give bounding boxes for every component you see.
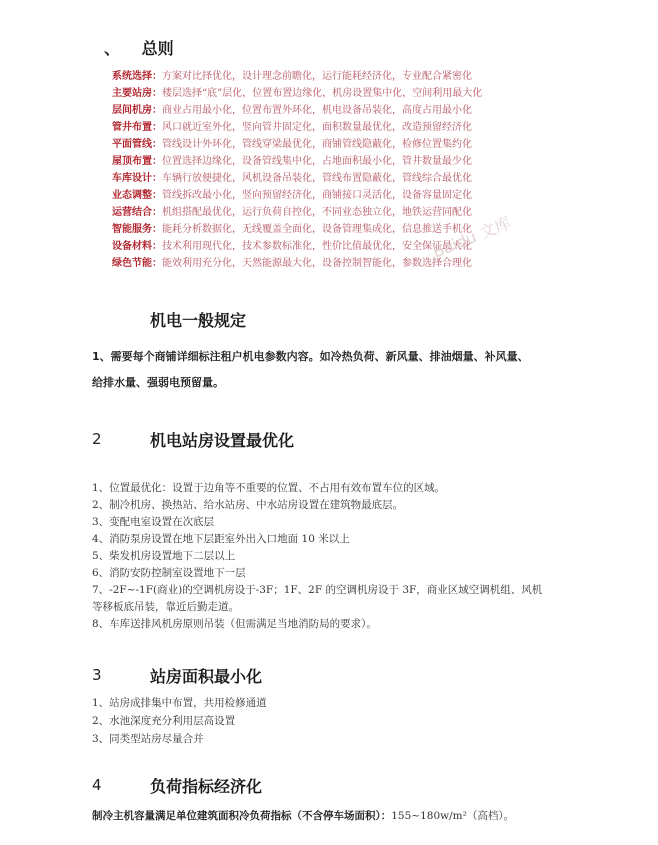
section-heading-station-optimization: 机电站房设置最优化 [150,431,295,450]
section-heading-general-rules: 机电一般规定 [150,311,247,330]
summary-row: 平面管线：管线设计外环化，管线穿梁最优化，商铺管线隐蔽化，检修位置集约化 [112,139,472,150]
paragraph-line: 给排水量、强弱电预留量。 [92,376,224,389]
heading-prefix: 、 [104,39,121,58]
section-heading-station-area: 站房面积最小化 [150,667,263,686]
load-index-paragraph: 制冷主机容量满足单位建筑面积冷负荷指标（不含停车场面积）：155~180w/m²（高档）。 [92,810,515,822]
summary-row: 主要站房：楼层选择“底”层化，位置布置边缘化，机房设置集中化，空间利用最大化 [112,88,483,99]
section-heading-general [104,36,174,59]
list-item: 3、变配电室设置在次底层 [92,516,215,528]
paragraph-line: 1、需要每个商铺详细标注租户机电参数内容。如冷热负荷、新风量、排油烟量、补风量、 [92,350,529,363]
summary-row: 运营结合：机组搭配最优化，运行负荷自控化，不同业态独立化，地铁运营同配化 [112,207,472,218]
summary-row: 管井布置：风口就近室外化，竖向管井固定化，面积数量最优化，改造预留经济化 [112,122,472,133]
section-number: 2 [92,430,102,448]
watermark: Baidu 文库 [429,213,514,262]
list-item: 等移板底吊装，靠近后勤走道。 [92,601,239,613]
list-item: 7、-2F~-1F(商业)的空调机房设于-3F；1F、2F 的空调机房设于 3F，商业区域空调机组、风机 [92,584,543,596]
summary-row: 车库设计：车辆行放便捷化，风机设备吊装化，管线布置隐蔽化，管线综合最优化 [112,173,472,184]
list-item: 2、水池深度充分利用层高设置 [92,715,236,727]
list-item: 6、消防安防控制室设置地下一层 [92,567,246,579]
section-heading-load-index: 负荷指标经济化 [150,777,263,796]
list-item: 2、制冷机房、换热站、给水站房、中水站房设置在建筑物最底层。 [92,499,404,511]
list-item: 8、车库送排风机房原则吊装（但需满足当地消防局的要求）。 [92,618,377,630]
summary-row: 层间机房：商业占用最小化，位置布置外环化，机电设备吊装化，高度占用最小化 [112,105,472,116]
list-item: 4、消防泵房设置在地下层距室外出入口地面 10 米以上 [92,533,350,545]
list-item: 3、同类型站房尽量合并 [92,733,204,745]
heading-title: 总则 [141,39,174,58]
list-item: 1、站房成排集中布置，共用检修通道 [92,697,267,709]
summary-row: 屋顶布置：位置选择边缘化，设备管线集中化，占地面积最小化，管井数量最少化 [112,156,472,167]
list-item: 5、柴发机房设置地下二层以上 [92,550,236,562]
summary-row: 智能服务：能耗分析数据化，无线覆盖全面化，设备管理集成化，信息推送手机化 [112,224,472,235]
summary-row: 业态调整：管线拆改最小化，竖向预留经济化，商铺接口灵活化，设备容量固定化 [112,190,472,201]
summary-row: 设备材料：技术利用现代化，技术参数标准化，性价比值最优化，安全保证最大化 [112,241,472,252]
list-item: 1、位置最优化：设置于边角等不重要的位置、不占用有效布置车位的区域。 [92,482,446,494]
section-number: 4 [92,776,102,794]
summary-row: 系统选择：方案对比择优化，设计理念前瞻化，运行能耗经济化，专业配合紧密化 [112,71,472,82]
summary-row: 绿色节能：能效利用充分化，天然能源最大化，设备控制智能化，参数选择合理化 [112,258,472,269]
section-number: 3 [92,666,102,684]
